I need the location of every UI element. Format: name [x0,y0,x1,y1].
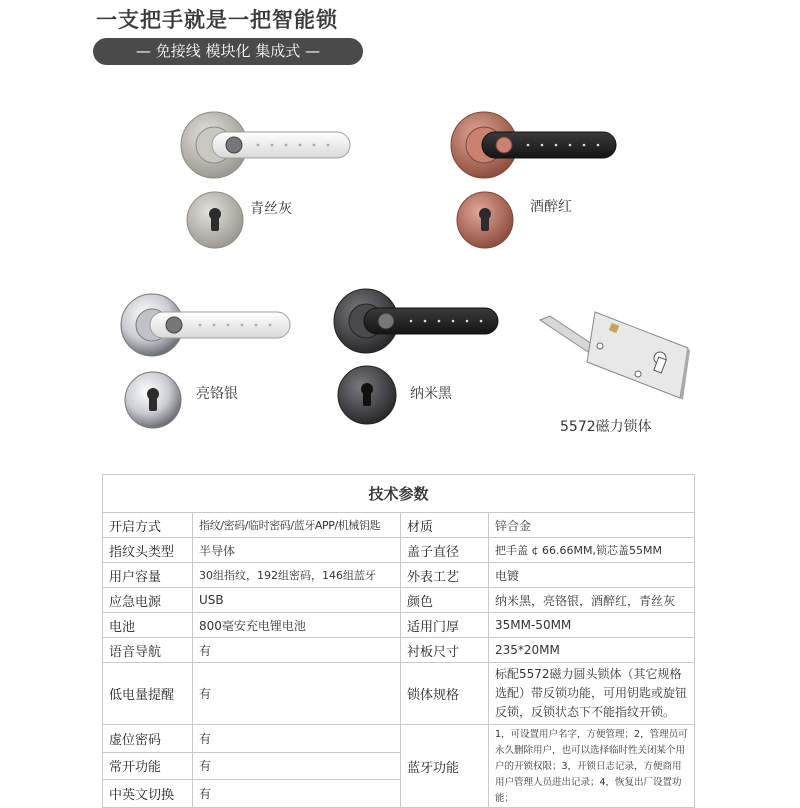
spec-key: 应急电源 [103,588,193,613]
page-title: 一支把手就是一把智能锁 [96,8,338,32]
product-chrome-cylinder [123,370,183,430]
spec-key: 语音导航 [103,638,193,663]
spec-value: 半导体 [193,538,401,563]
product-chrome-handle [120,292,295,362]
spec-value: 800毫安充电锂电池 [193,613,401,638]
spec-value: 有 [193,663,401,725]
spec-value: 有 [193,725,401,753]
spec-value: 1，可设置用户名字，方便管理；2，管理员可永久删除用户，也可以选择临时性关闭某个用户的开锁权限；3，开锁日志记录，方便商用用户管理人员进出记录；4，恢复出厂设置功能； [489,725,695,808]
spec-value: 35MM-50MM [489,613,695,638]
spec-key: 开启方式 [103,513,193,538]
subtitle-pill: — 免接线 模块化 集成式 — [93,38,363,65]
table-row [103,588,695,613]
spec-table-title: 技术参数 [103,475,695,513]
table-row [103,613,695,638]
product-name: 纳米黑 [410,386,452,402]
product-red-cylinder [455,190,515,250]
spec-value: 指纹/密码/临时密码/蓝牙APP/机械钥匙 [193,513,401,538]
spec-key: 盖子直径 [401,538,489,563]
table-row [103,538,695,563]
product-name: 青丝灰 [250,201,292,217]
table-row [103,663,695,725]
spec-value: USB [193,588,401,613]
spec-value: 有 [193,638,401,663]
product-name: 5572磁力锁体 [560,419,652,435]
spec-value: 标配5572磁力圆头锁体（其它规格选配）带反锁功能，可用钥匙或旋钮反锁，反锁状态下不能指纹开锁。 [489,663,695,725]
spec-key: 虚位密码 [103,725,193,753]
spec-key: 锁体规格 [401,663,489,725]
spec-table [102,474,695,808]
spec-value: 有 [193,780,401,808]
spec-value: 电镀 [489,563,695,588]
spec-key: 颜色 [401,588,489,613]
spec-key: 中英文切换 [103,780,193,808]
spec-key: 用户容量 [103,563,193,588]
spec-key: 常开功能 [103,752,193,780]
spec-key: 适用门厚 [401,613,489,638]
spec-key: 指纹头类型 [103,538,193,563]
spec-value: 纳米黑，亮铬银，酒醉红，青丝灰 [489,588,695,613]
product-name: 酒醉红 [530,199,572,215]
spec-value: 把手盖 ¢ 66.66MM,锁芯盖55MM [489,538,695,563]
table-row [103,725,695,753]
table-row [103,513,695,538]
spec-key: 衬板尺寸 [401,638,489,663]
spec-key: 外表工艺 [401,563,489,588]
spec-key: 电池 [103,613,193,638]
product-grey-handle [180,110,355,185]
product-red-handle [450,110,620,185]
spec-key: 材质 [401,513,489,538]
table-row [103,563,695,588]
spec-key: 低电量提醒 [103,663,193,725]
spec-value: 235*20MM [489,638,695,663]
table-row [103,638,695,663]
spec-value: 30组指纹，192组密码，146组蓝牙 [193,563,401,588]
product-name: 亮铬银 [196,386,238,402]
product-black-cylinder [336,364,398,426]
spec-value: 锌合金 [489,513,695,538]
lock-body-image [540,300,695,405]
product-black-handle [333,288,503,358]
product-grey-cylinder [185,190,245,250]
spec-key: 蓝牙功能 [401,725,489,808]
spec-value: 有 [193,752,401,780]
